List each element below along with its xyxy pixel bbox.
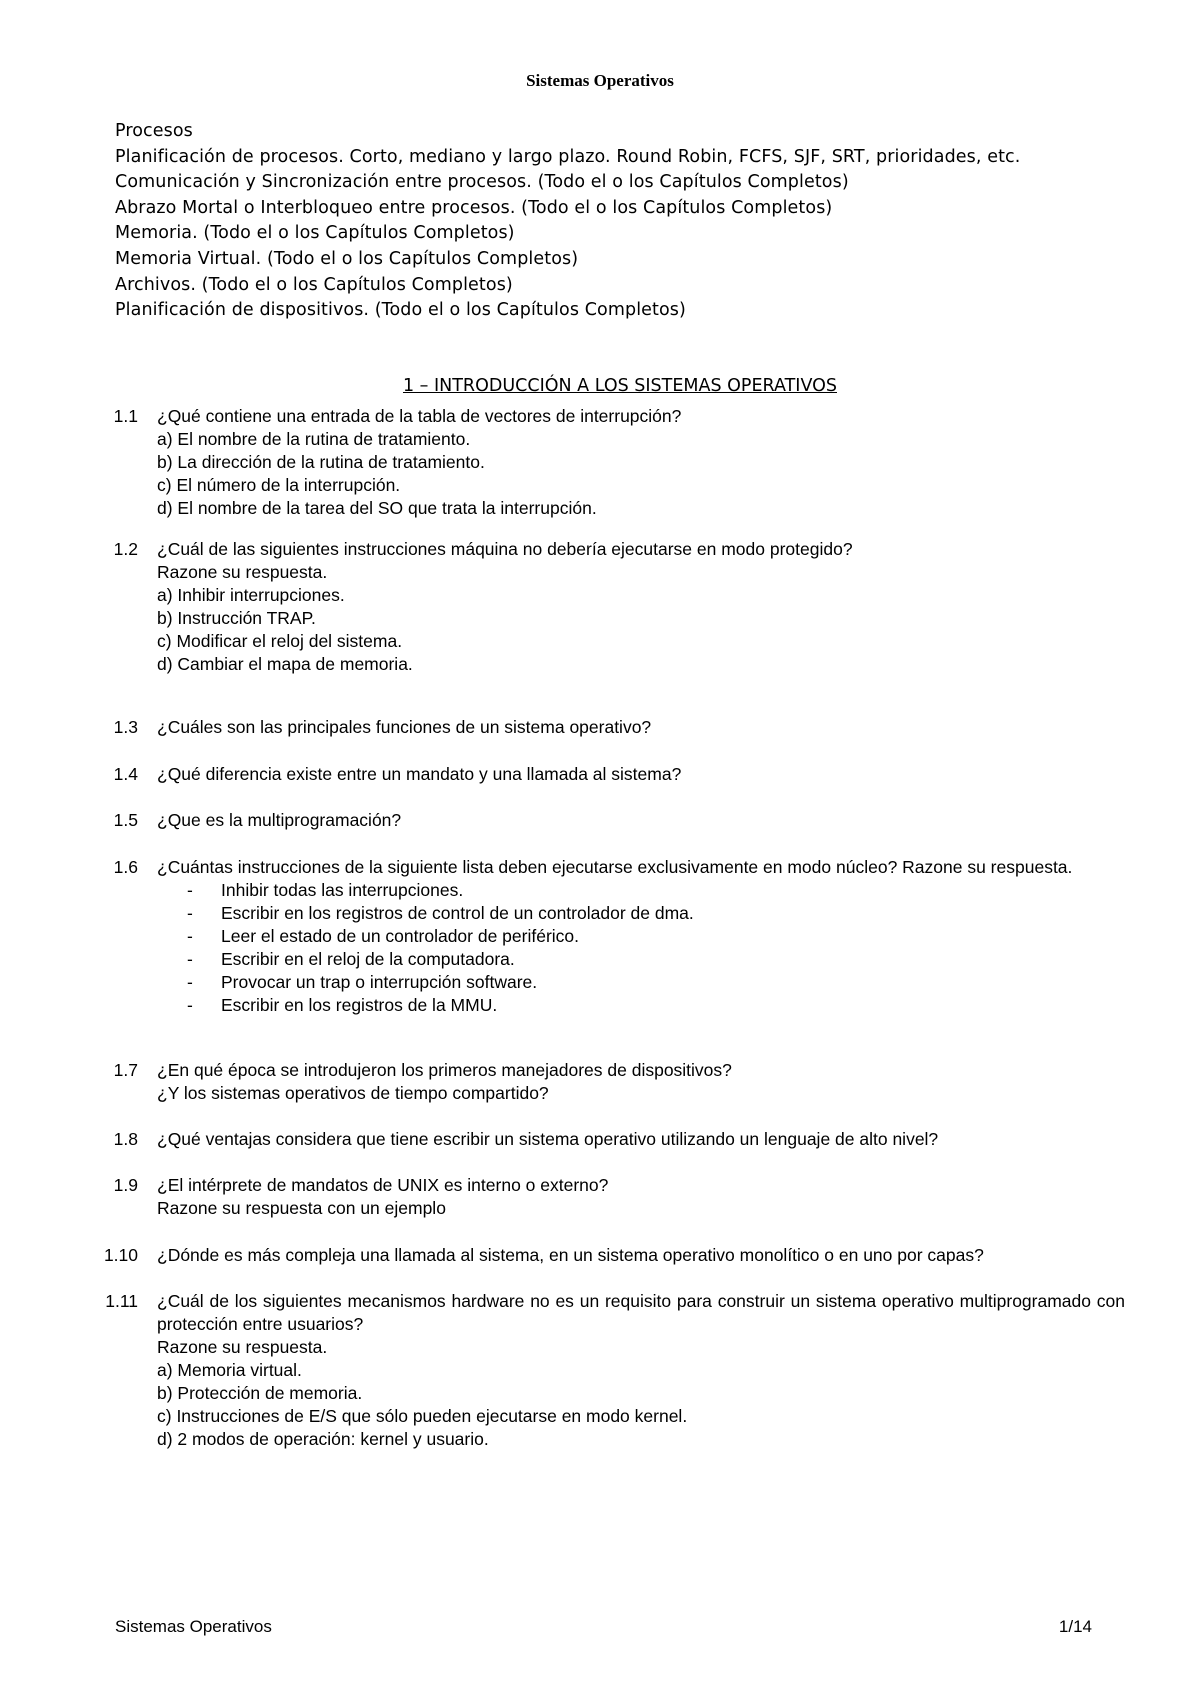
question-line: ¿Dónde es más compleja una llamada al sistema, en un sistema operativo monolítico o en uno por capas? [157, 1245, 984, 1265]
option-line: a) Inhibir interrupciones. [157, 585, 345, 605]
bullet-item [157, 925, 1125, 948]
question-line: ¿Cuáles son las principales funciones de un sistema operativo? [157, 717, 652, 737]
question-line: Razone su respuesta con un ejemplo [157, 1198, 446, 1218]
question-number: 1.1 [113, 406, 138, 426]
option-line: a) Memoria virtual. [157, 1360, 302, 1380]
footer-title: Sistemas Operativos [115, 1617, 272, 1636]
topic-item: Comunicación y Sincronización entre procesos. (Todo el o los Capítulos Completos) [115, 172, 849, 193]
bullet-text: Leer el estado de un controlador de periférico. [221, 926, 580, 946]
dash-bullet: - [187, 903, 193, 923]
document-title: Sistemas Operativos [526, 71, 674, 90]
question-line: ¿Qué ventajas considera que tiene escribir un sistema operativo utilizando un lenguaje de alto nivel? [157, 1129, 939, 1149]
topic-item: Abrazo Mortal o Interbloqueo entre procesos. (Todo el o los Capítulos Completos) [115, 197, 833, 218]
topic-item: Memoria Virtual. (Todo el o los Capítulos Completos) [115, 248, 579, 269]
question-number: 1.7 [113, 1060, 138, 1080]
option-line: d) El nombre de la tarea del SO que trata la interrupción. [157, 498, 597, 518]
question-line: ¿Que es la multiprogramación? [157, 810, 402, 830]
question-number: 1.4 [113, 764, 138, 784]
topics-list [115, 119, 1125, 324]
bullet-item [157, 971, 1125, 994]
option-line: b) La dirección de la rutina de tratamiento. [157, 452, 485, 472]
option-line: c) El número de la interrupción. [157, 475, 401, 495]
question-line: ¿Cuál de las siguientes instrucciones máquina no debería ejecutarse en modo protegido? [157, 539, 853, 559]
question-line: ¿Qué diferencia existe entre un mandato y una llamada al sistema? [157, 764, 682, 784]
topic-item: Planificación de dispositivos. (Todo el o los Capítulos Completos) [115, 300, 686, 321]
bullet-item [157, 948, 1125, 971]
option-line: c) Modificar el reloj del sistema. [157, 631, 403, 651]
bullet-item [157, 879, 1125, 902]
topic-item: Procesos [115, 121, 193, 141]
question-line: ¿Y los sistemas operativos de tiempo compartido? [157, 1083, 549, 1103]
dash-bullet: - [187, 949, 193, 969]
question-line: ¿Qué contiene una entrada de la tabla de vectores de interrupción? [157, 406, 682, 426]
question-number: 1.8 [113, 1129, 138, 1149]
option-line: b) Protección de memoria. [157, 1383, 363, 1403]
dash-bullet: - [187, 995, 193, 1015]
question-number: 1.6 [113, 857, 138, 877]
topic-item: Planificación de procesos. Corto, mediano y largo plazo. Round Robin, FCFS, SJF, SRT, prioridades, etc. [115, 146, 1021, 167]
question-number: 1.3 [113, 717, 138, 737]
bullet-text: Escribir en los registros de control de un controlador de dma. [221, 903, 694, 923]
dash-bullet: - [187, 926, 193, 946]
dash-bullet: - [187, 880, 193, 900]
bullet-text: Escribir en los registros de la MMU. [221, 995, 498, 1015]
question-number: 1.2 [113, 539, 138, 559]
bullet-item [157, 902, 1125, 925]
bullet-text: Provocar un trap o interrupción software. [221, 972, 538, 992]
option-line: a) El nombre de la rutina de tratamiento. [157, 429, 471, 449]
question-number: 1.11 [105, 1291, 138, 1311]
page-number: 1/14 [1058, 1617, 1092, 1636]
dash-bullet: - [187, 972, 193, 992]
bullet-text: Escribir en el reloj de la computadora. [221, 949, 515, 969]
question-number: 1.10 [103, 1245, 138, 1265]
question-number: 1.5 [113, 810, 138, 830]
section-heading: 1 – INTRODUCCIÓN A LOS SISTEMAS OPERATIVOS [402, 376, 837, 396]
bullet-text: Inhibir todas las interrupciones. [221, 880, 464, 900]
question-line: ¿En qué época se introdujeron los primeros manejadores de dispositivos? [157, 1060, 732, 1080]
question-line: ¿Cuántas instrucciones de la siguiente lista deben ejecutarse exclusivamente en modo núcleo? Razone su respuesta. [157, 857, 1073, 877]
question-line: ¿El intérprete de mandatos de UNIX es interno o externo? [157, 1175, 609, 1195]
question-line: Razone su respuesta. [157, 562, 328, 582]
option-line: d) 2 modos de operación: kernel y usuario. [157, 1429, 489, 1449]
option-line: d) Cambiar el mapa de memoria. [157, 654, 413, 674]
bullet-item [157, 994, 1125, 1017]
question-line: ¿Cuál de los siguientes mecanismos hardware no es un requisito para construir un sistema operativo multiprogramado con protección entre usuarios? [157, 1291, 1125, 1334]
question-line: Razone su respuesta. [157, 1337, 328, 1357]
option-line: c) Instrucciones de E/S que sólo pueden ejecutarse en modo kernel. [157, 1406, 688, 1426]
topic-item: Archivos. (Todo el o los Capítulos Completos) [115, 274, 513, 295]
question-number: 1.9 [113, 1175, 138, 1195]
topic-item: Memoria. (Todo el o los Capítulos Completos) [115, 223, 515, 244]
option-line: b) Instrucción TRAP. [157, 608, 316, 628]
